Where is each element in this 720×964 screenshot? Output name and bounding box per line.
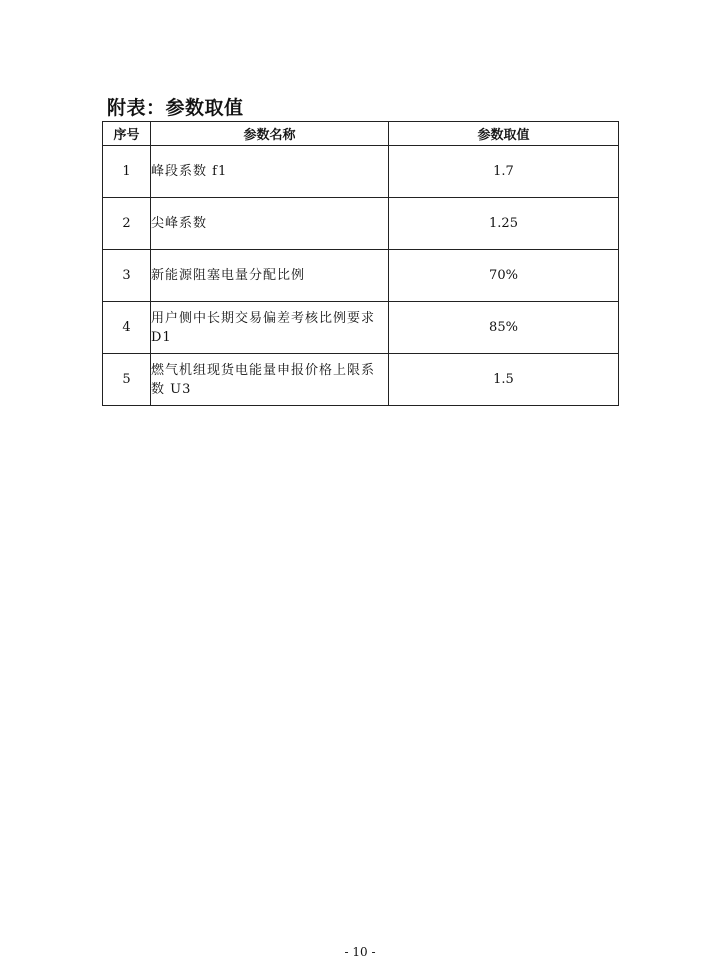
header-serial-number: 序号: [103, 122, 151, 146]
page-number: - 10 -: [344, 945, 376, 959]
row-parameter-name: 用户侧中长期交易偏差考核比例要求 D1: [151, 302, 389, 354]
row-parameter-name: 燃气机组现货电能量申报价格上限系数 U3: [151, 354, 389, 406]
parameter-table: [102, 121, 619, 406]
row-serial-number: 3: [103, 250, 151, 302]
row-parameter-value: 1.5: [389, 354, 619, 406]
table-header-row: [103, 122, 619, 146]
page-title: 附表：参数取值: [107, 97, 244, 119]
row-parameter-value: 1.25: [389, 198, 619, 250]
row-parameter-value: 70%: [389, 250, 619, 302]
row-serial-number: 5: [103, 354, 151, 406]
table-row: [103, 250, 619, 302]
table-row: [103, 198, 619, 250]
header-parameter-value: 参数取值: [389, 122, 619, 146]
row-serial-number: 2: [103, 198, 151, 250]
row-parameter-value: 1.7: [389, 146, 619, 198]
table-row: [103, 302, 619, 354]
row-parameter-name: 尖峰系数: [151, 198, 389, 250]
row-serial-number: 1: [103, 146, 151, 198]
row-parameter-value: 85%: [389, 302, 619, 354]
header-parameter-name: 参数名称: [151, 122, 389, 146]
table-row: [103, 354, 619, 406]
row-parameter-name: 峰段系数 f1: [151, 146, 389, 198]
row-serial-number: 4: [103, 302, 151, 354]
table-row: [103, 146, 619, 198]
row-parameter-name: 新能源阻塞电量分配比例: [151, 250, 389, 302]
